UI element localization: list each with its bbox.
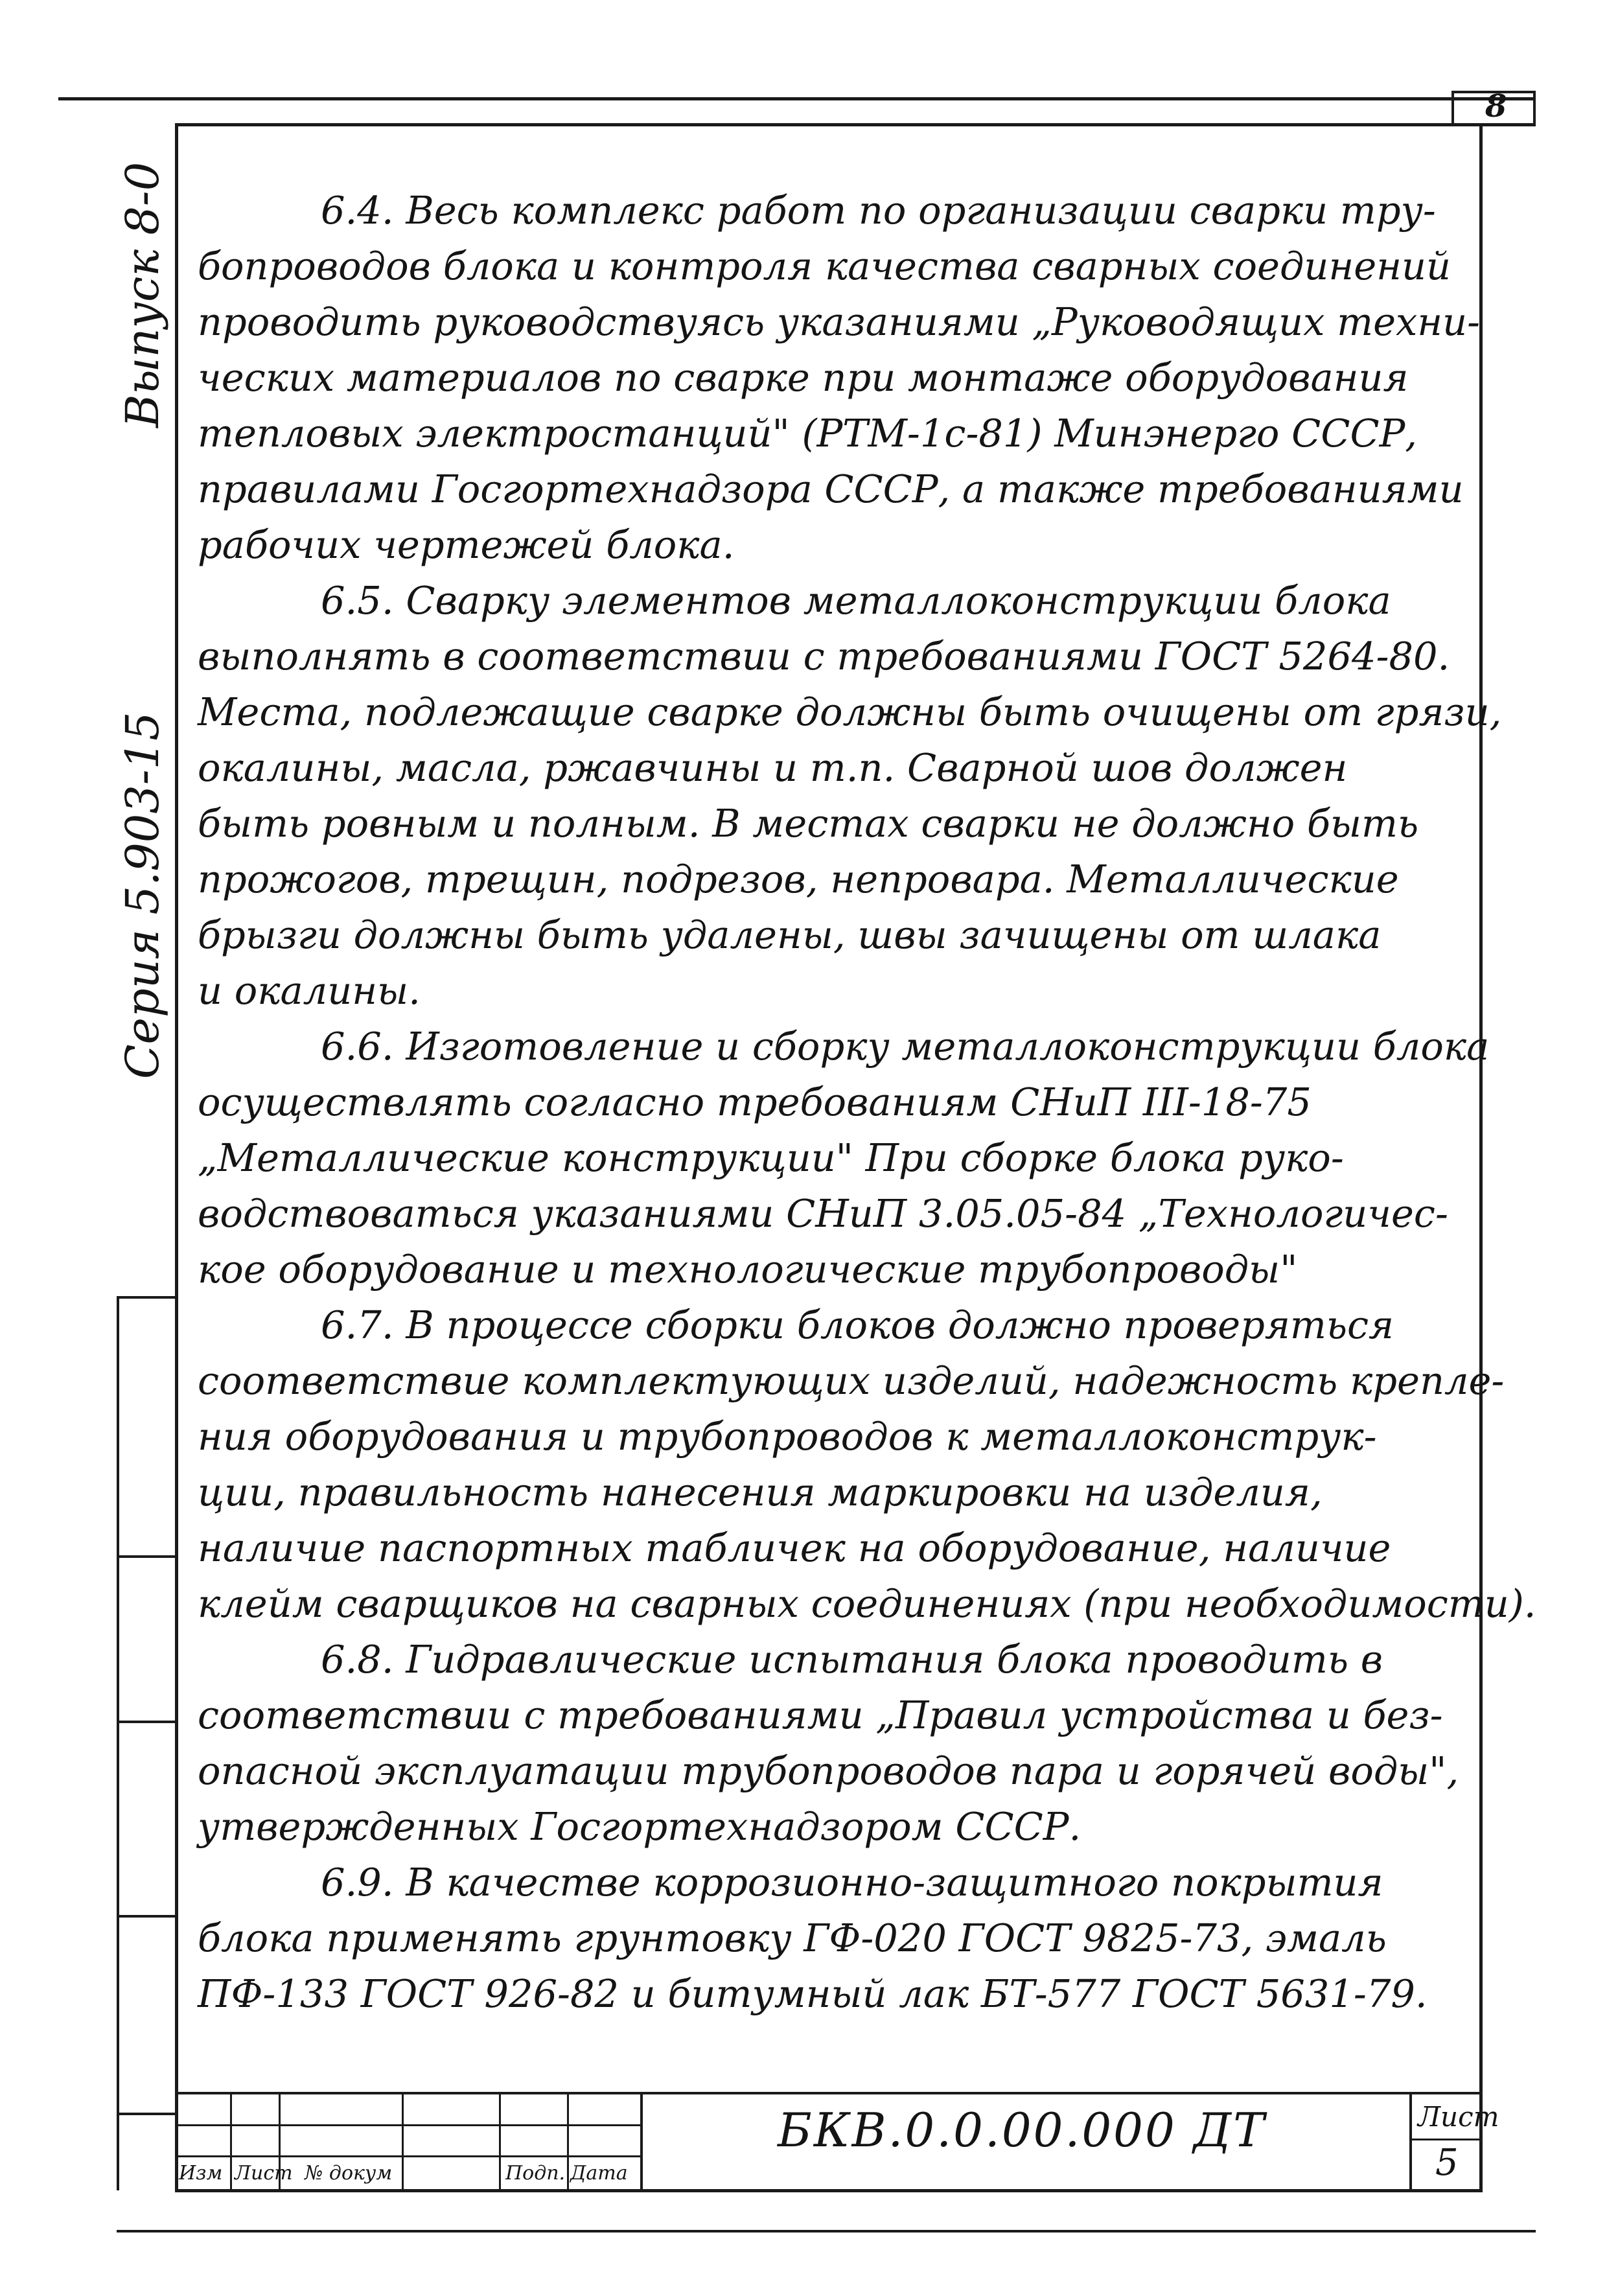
text-line: ПФ-133 ГОСТ 926-82 и битумный лак БТ-577 ГОСТ 5631-79. (198, 1971, 1428, 2016)
bottom-rule (117, 2230, 1536, 2232)
text-line: тепловых электростанций" (РТМ-1с-81) Минэнерго СССР, (198, 411, 1418, 456)
stamp-col-line (640, 2092, 643, 2190)
text-line: 6.6. Изготовление и сборку металлоконструкции блока (321, 1024, 1490, 1069)
text-line: 6.9. В качестве коррозионно-защитного покрытия (321, 1860, 1383, 1905)
text-line: быть ровным и полным. В местах сварки не должно быть (198, 801, 1419, 846)
text-line: 6.5. Сварку элементов металлоконструкции блока (321, 578, 1391, 623)
text-line: „Металлические конструкции" При сборке блока руко- (198, 1135, 1344, 1180)
text-line: кое оборудование и технологические трубопроводы" (198, 1247, 1298, 1292)
top-sheet-number: 8 (1485, 88, 1507, 124)
text-line: брызги должны быть удалены, швы зачищены от шлака (198, 912, 1382, 957)
text-line: 6.8. Гидравлические испытания блока проводить в (321, 1637, 1383, 1682)
stamp-top-line (175, 2092, 1483, 2094)
text-line: наличие паспортных табличек на оборудование, наличие (198, 1525, 1391, 1570)
margin-issue-label: Выпуск 8-0 (116, 161, 169, 428)
stamp-sheet-col-line (1409, 2092, 1412, 2190)
text-line: ции, правильность нанесения маркировки на изделия, (198, 1470, 1323, 1514)
margin-stamp-line-2 (117, 1555, 178, 1558)
text-line: блока применять грунтовку ГФ-020 ГОСТ 9825-73, эмаль (198, 1916, 1387, 1960)
text-line: и окалины. (198, 968, 421, 1013)
stamp-col-line (499, 2092, 501, 2190)
text-line: 6.4. Весь комплекс работ по организации сварки тру- (321, 188, 1436, 233)
text-line: рабочих чертежей блока. (198, 522, 735, 567)
text-line: правилами Госгортехнадзора СССР, а также требованиями (198, 467, 1464, 511)
stamp-col-doc: № докум (305, 2162, 393, 2185)
text-line: утвержденных Госгортехнадзором СССР. (198, 1804, 1081, 1849)
stamp-row-line-1 (175, 2124, 642, 2126)
text-line: клейм сварщиков на сварных соединениях (при необходимости). (198, 1581, 1536, 1626)
stamp-sheet-label: Лист (1418, 2101, 1499, 2133)
text-line: ния оборудования и трубопроводов к металлоконструк- (198, 1414, 1377, 1459)
text-line: прожогов, трещин, подрезов, непровара. Металлические (198, 857, 1399, 901)
stamp-col-line (402, 2092, 404, 2190)
margin-stamp-line-1 (117, 1296, 178, 1299)
text-line: 6.7. В процессе сборки блоков должно проверяться (321, 1303, 1394, 1347)
text-line: Места, подлежащие сварке должны быть очищены от грязи, (198, 690, 1502, 734)
margin-stamp-line-4 (117, 1915, 178, 1918)
text-line: опасной эксплуатации трубопроводов пара и горячей воды", (198, 1748, 1459, 1793)
stamp-sheet-row-line (1409, 2139, 1482, 2140)
stamp-col-line (567, 2092, 569, 2190)
margin-series-label: Серия 5.903-15 (116, 712, 169, 1079)
stamp-col-date: Дата (570, 2162, 628, 2185)
top-rule (58, 97, 1536, 100)
stamp-sheet-number: 5 (1435, 2142, 1459, 2184)
text-line: ческих материалов по сварке при монтаже оборудования (198, 355, 1409, 400)
text-line: окалины, масла, ржавчины и т.п. Сварной шов должен (198, 745, 1348, 790)
top-sheet-box (1451, 88, 1536, 126)
text-line: осуществлять согласно требованиям СНиП III-18-75 (198, 1080, 1312, 1124)
frame-right (1479, 123, 1483, 2190)
text-line: водствоваться указаниями СНиП 3.05.05-84 „Технологичес- (198, 1191, 1448, 1236)
frame-bottom (175, 2189, 1483, 2192)
frame-top (175, 123, 1536, 126)
stamp-row-line-2 (175, 2155, 642, 2157)
text-line: бопроводов блока и контроля качества сварных соединений (198, 244, 1451, 288)
text-line: выполнять в соответствии с требованиями ГОСТ 5264-80. (198, 634, 1450, 678)
stamp-col-izm: Изм (179, 2162, 223, 2185)
stamp-col-line (230, 2092, 232, 2190)
document-designation: БКВ.0.0.00.000 ДТ (778, 2103, 1267, 2157)
text-line: проводить руководствуясь указаниями „Руководящих техни- (198, 299, 1481, 344)
text-line: соответствии с требованиями „Правил устройства и без- (198, 1693, 1443, 1737)
margin-stamp-vline (117, 1296, 119, 2190)
frame-left (175, 123, 178, 2190)
margin-stamp-line-3 (117, 1721, 178, 1723)
stamp-col-sign: Подп. (505, 2162, 566, 2185)
text-line: соответствие комплектующих изделий, надежность крепле- (198, 1358, 1505, 1403)
margin-stamp-line-5 (117, 2113, 178, 2115)
stamp-col-list: Лист (235, 2162, 293, 2185)
